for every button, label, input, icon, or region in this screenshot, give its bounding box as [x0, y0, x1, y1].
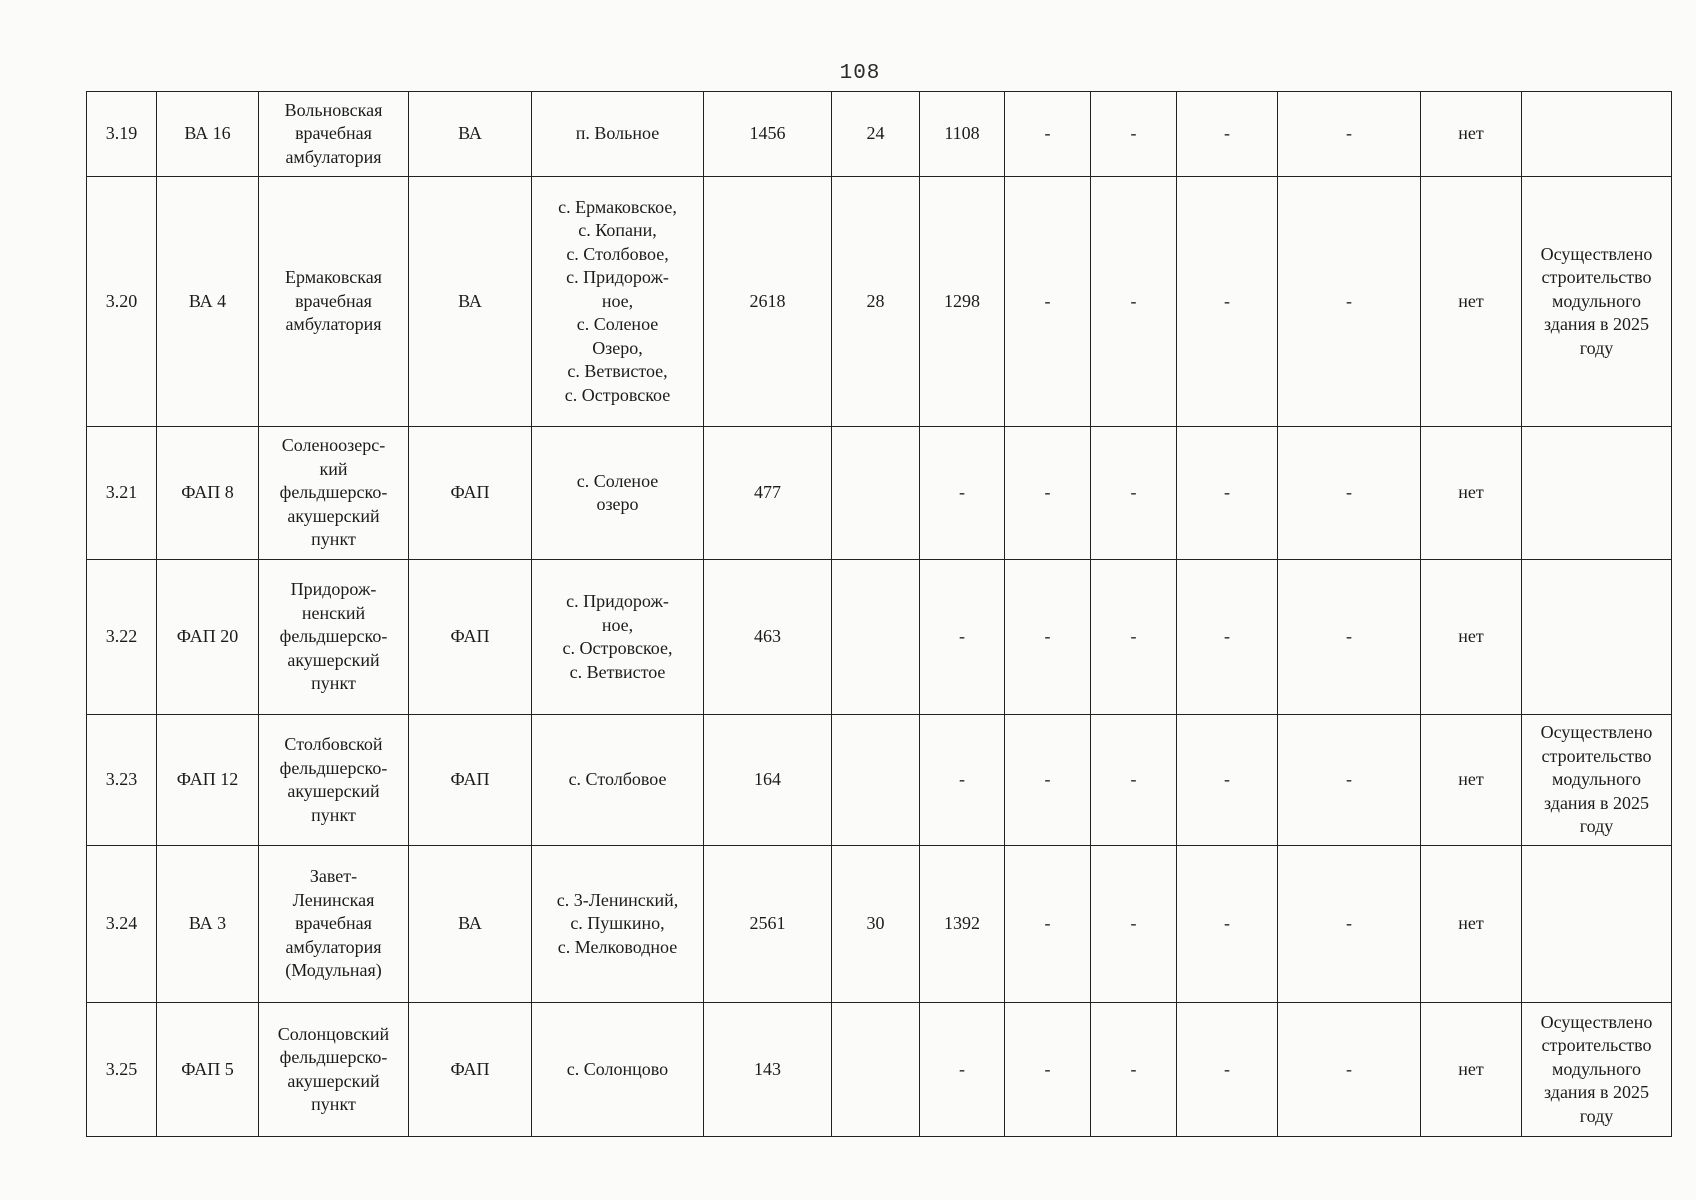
cell-col10: -	[1091, 846, 1177, 1003]
population: 463	[704, 560, 832, 715]
cell-col9: -	[1005, 1003, 1091, 1137]
facility-code: ФАП 20	[157, 560, 259, 715]
cell-col11: -	[1177, 427, 1278, 560]
cell-col7	[832, 715, 920, 846]
facility-code: ФАП 12	[157, 715, 259, 846]
cell-col12: -	[1278, 1003, 1421, 1137]
status: нет	[1421, 715, 1522, 846]
served-settlements: с. Придорож- ное, с. Островское, с. Ветвистое	[532, 560, 704, 715]
cell-col7: 24	[832, 92, 920, 177]
served-settlements: с. Столбовое	[532, 715, 704, 846]
cell-col9: -	[1005, 846, 1091, 1003]
table-row	[87, 560, 1672, 715]
note	[1522, 846, 1672, 1003]
population: 164	[704, 715, 832, 846]
row-number: 3.24	[87, 846, 157, 1003]
served-settlements: с. 3-Ленинский, с. Пушкино, с. Мелководное	[532, 846, 704, 1003]
cell-col10: -	[1091, 427, 1177, 560]
cell-col9: -	[1005, 177, 1091, 427]
cell-col7	[832, 427, 920, 560]
cell-col8: -	[920, 715, 1005, 846]
cell-col8: -	[920, 560, 1005, 715]
population: 2561	[704, 846, 832, 1003]
status: нет	[1421, 846, 1522, 1003]
cell-col12: -	[1278, 846, 1421, 1003]
cell-col8: 1298	[920, 177, 1005, 427]
cell-col9: -	[1005, 715, 1091, 846]
facility-type: ФАП	[409, 715, 532, 846]
facility-code: ВА 3	[157, 846, 259, 1003]
facility-type: ФАП	[409, 1003, 532, 1137]
facility-name: Вольновская врачебная амбулатория	[259, 92, 409, 177]
table-row	[87, 715, 1672, 846]
facility-name: Завет- Ленинская врачебная амбулатория (Модульная)	[259, 846, 409, 1003]
cell-col9: -	[1005, 560, 1091, 715]
status: нет	[1421, 92, 1522, 177]
facility-type: ФАП	[409, 560, 532, 715]
cell-col10: -	[1091, 92, 1177, 177]
page-number: 108	[839, 62, 881, 85]
cell-col12: -	[1278, 715, 1421, 846]
note: Осуществлено строительство модульного здания в 2025 году	[1522, 715, 1672, 846]
facility-name: Столбовской фельдшерско- акушерский пункт	[259, 715, 409, 846]
facility-type: ВА	[409, 846, 532, 1003]
served-settlements: с. Соленое озеро	[532, 427, 704, 560]
cell-col11: -	[1177, 1003, 1278, 1137]
served-settlements: п. Вольное	[532, 92, 704, 177]
cell-col8: 1392	[920, 846, 1005, 1003]
row-number: 3.21	[87, 427, 157, 560]
cell-col12: -	[1278, 177, 1421, 427]
table-row	[87, 427, 1672, 560]
cell-col10: -	[1091, 715, 1177, 846]
cell-col7	[832, 560, 920, 715]
table-row	[87, 1003, 1672, 1137]
cell-col11: -	[1177, 92, 1278, 177]
facility-code: ФАП 5	[157, 1003, 259, 1137]
cell-col10: -	[1091, 560, 1177, 715]
row-number: 3.25	[87, 1003, 157, 1137]
cell-col8: -	[920, 427, 1005, 560]
note: Осуществлено строительство модульного здания в 2025 году	[1522, 177, 1672, 427]
facilities-table	[86, 91, 1672, 1137]
facility-code: ВА 16	[157, 92, 259, 177]
facility-code: ВА 4	[157, 177, 259, 427]
cell-col11: -	[1177, 177, 1278, 427]
status: нет	[1421, 1003, 1522, 1137]
cell-col11: -	[1177, 846, 1278, 1003]
cell-col12: -	[1278, 92, 1421, 177]
cell-col11: -	[1177, 560, 1278, 715]
facility-name: Придорож- ненский фельдшерско- акушерский пункт	[259, 560, 409, 715]
cell-col11: -	[1177, 715, 1278, 846]
status: нет	[1421, 427, 1522, 560]
row-number: 3.22	[87, 560, 157, 715]
facility-name: Солонцовский фельдшерско- акушерский пункт	[259, 1003, 409, 1137]
cell-col7: 28	[832, 177, 920, 427]
row-number: 3.19	[87, 92, 157, 177]
population: 1456	[704, 92, 832, 177]
note	[1522, 560, 1672, 715]
facility-code: ФАП 8	[157, 427, 259, 560]
status: нет	[1421, 177, 1522, 427]
note	[1522, 427, 1672, 560]
cell-col12: -	[1278, 560, 1421, 715]
cell-col9: -	[1005, 92, 1091, 177]
cell-col8: 1108	[920, 92, 1005, 177]
note: Осуществлено строительство модульного здания в 2025 году	[1522, 1003, 1672, 1137]
cell-col9: -	[1005, 427, 1091, 560]
cell-col10: -	[1091, 177, 1177, 427]
cell-col12: -	[1278, 427, 1421, 560]
row-number: 3.23	[87, 715, 157, 846]
population: 477	[704, 427, 832, 560]
cell-col10: -	[1091, 1003, 1177, 1137]
population: 2618	[704, 177, 832, 427]
facility-name: Соленоозерс- кий фельдшерско- акушерский пункт	[259, 427, 409, 560]
table-row	[87, 846, 1672, 1003]
facility-type: ФАП	[409, 427, 532, 560]
population: 143	[704, 1003, 832, 1137]
facility-type: ВА	[409, 92, 532, 177]
cell-col8: -	[920, 1003, 1005, 1137]
served-settlements: с. Солонцово	[532, 1003, 704, 1137]
status: нет	[1421, 560, 1522, 715]
row-number: 3.20	[87, 177, 157, 427]
note	[1522, 92, 1672, 177]
facility-name: Ермаковская врачебная амбулатория	[259, 177, 409, 427]
served-settlements: с. Ермаковское, с. Копани, с. Столбовое, с. Придорож- ное, с. Соленое Озеро, с. Ветвистое, с. Островское	[532, 177, 704, 427]
facility-type: ВА	[409, 177, 532, 427]
cell-col7	[832, 1003, 920, 1137]
table-row	[87, 92, 1672, 177]
cell-col7: 30	[832, 846, 920, 1003]
table-row	[87, 177, 1672, 427]
